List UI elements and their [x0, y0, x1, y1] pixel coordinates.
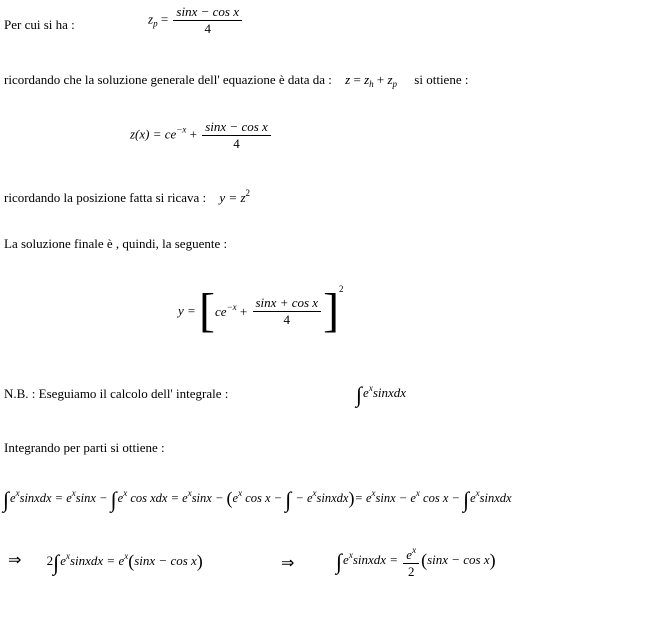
- general-solution-formula: $z = z_h + z_p$: [345, 72, 398, 89]
- fraction: $\frac{e^x}{2}$: [403, 542, 419, 580]
- implies-arrow: ⇒: [281, 555, 295, 572]
- final-solution-equation: $y = [ce^{-x}$ + $\frac{\text{sinx + cos x}}{4}$ ]$^2$: [178, 284, 344, 338]
- general-solution-line: ricordando che la soluzione generale dell' equazione è data da : $z = z_h + z_p$ si ottiene :: [4, 72, 469, 89]
- intro-line: [4, 17, 75, 33]
- fraction: $\frac{\text{sinx − cos x}}{4}$: [202, 119, 271, 152]
- final-solution-line: La soluzione finale è , quindi, la seguente :: [4, 236, 228, 251]
- integration-by-parts-equation: $\int e^xsinxdx = e^x\sin x - \int e^x$ cos xdx = $e^x\sin x - (e^x$ cos x − ∫ − $e^xsinxdx)= e^x\sin x - e^x$ $\cos x - \int e^xsinxdx$: [3, 487, 512, 512]
- fraction: $\frac{\text{sinx + cos x}}{4}$: [253, 295, 322, 328]
- conclusion-equation: ⇒ $2\int e^xsinxdx = e^x(\sin x - \cos x)$: [8, 550, 203, 575]
- integral-result-equation: $\int e^xsinxdx$ = $\frac{e^x}{2}$ (sinx − cos x): [336, 542, 496, 580]
- position-line: ricordando la posizione fatta si ricava : $y = z^2$: [4, 188, 251, 205]
- zp-equation: $z_p$ = $\frac{\text{sinx − cos x}}{4}$: [148, 4, 244, 37]
- fraction: $\frac{\text{sinx − cos x}}{4}$: [173, 4, 242, 37]
- z-solution-equation: $z(x) = ce^{-x}$ + $\frac{\text{sinx − cos x}}{4}$: [130, 119, 273, 152]
- nb-line: N.B. : Eseguiamo il calcolo dell' integrale :: [4, 386, 229, 401]
- intro-text: Per cui si ha :: [4, 17, 75, 32]
- integration-by-parts-line: Integrando per parti si ottiene :: [4, 440, 165, 455]
- integral-expression: $\int e^xsinxdx$: [356, 382, 407, 407]
- position-formula: $y = z^2$: [219, 188, 251, 205]
